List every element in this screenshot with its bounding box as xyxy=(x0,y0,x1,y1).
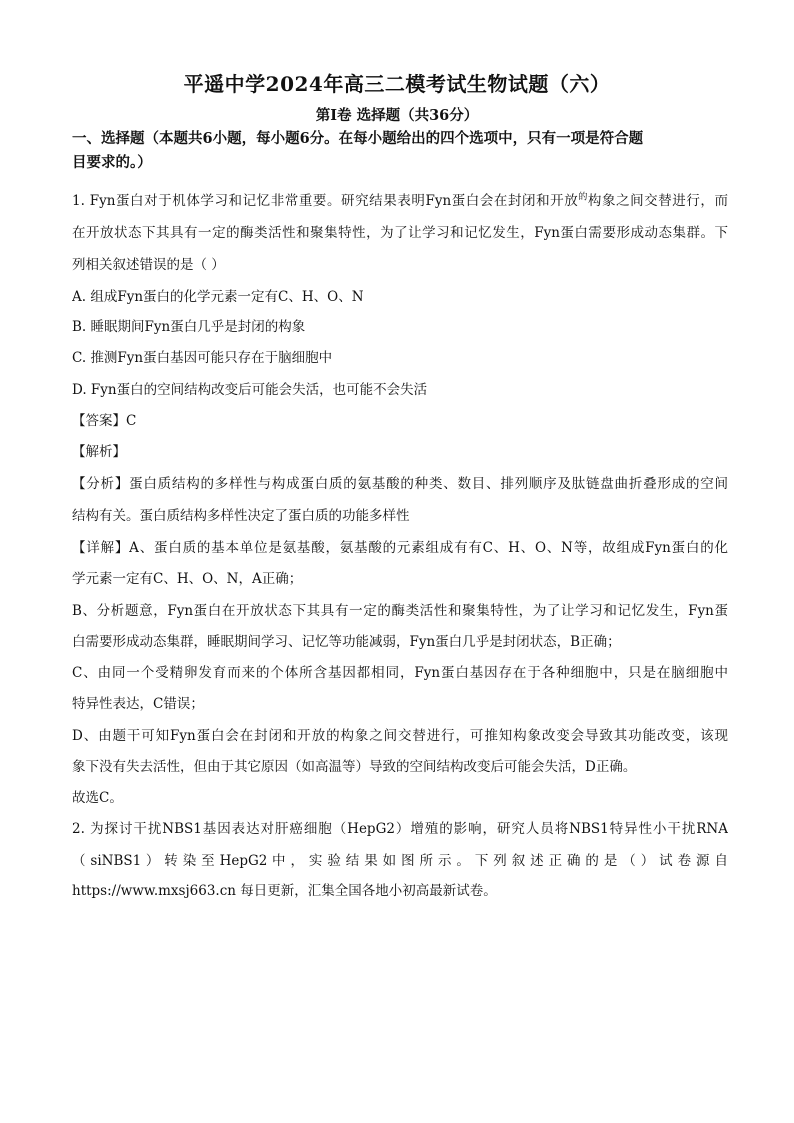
question-2-stem-line-2: （ siNBS1 ） 转 染 至 HepG2 中 ， 实 验 结 果 如 图 所 示 。 下 列 叙 述 正 确 的 是 （ ） 试 卷 源 自 xyxy=(72,853,728,869)
question-1-stem-text-b: 构象之间交替进行，而 xyxy=(587,193,728,209)
question-1-answer: 【答案】C xyxy=(72,413,137,429)
question-1-stem-line-3: 列相关叙述错误的是（ ） xyxy=(72,257,225,273)
question-1-xiangjie-line-3: B、分析题意，Fyn蛋白在开放状态下其具有一定的酶类活性和聚集特性，为了让学习和记忆发生，Fyn蛋 xyxy=(72,603,728,619)
question-2-stem-line-3 xyxy=(72,881,728,901)
question-1-xiangjie-line-2: 学元素一定有C、H、O、N，A正确； xyxy=(72,571,303,587)
section-heading-line-1: 一、选择题（本题共6小题，每小题6分。在每小题给出的四个选项中，只有一项是符合题 xyxy=(72,130,644,147)
question-1-option-d: D. Fyn蛋白的空间结构改变后可能会失活，也可能不会失活 xyxy=(72,382,428,398)
question-1-xiangjie-conclusion: 故选C。 xyxy=(72,790,123,806)
question-1-fenxi-line-2: 结构有关。蛋白质结构多样性决定了蛋白质的功能多样性 xyxy=(72,508,410,524)
question-1-option-c: C. 推测Fyn蛋白基因可能只存在于脑细胞中 xyxy=(72,350,333,366)
page-title: 平遥中学2024年高三二模考试生物试题（六） xyxy=(183,72,611,96)
question-1-stem-line-1 xyxy=(72,191,728,211)
section-subtitle: 第Ⅰ卷 选择题（共36分） xyxy=(315,107,479,124)
question-1-xiangjie-line-8: 象下没有失去活性，但由于其它原因（如高温等）导致的空间结构改变后可能会失活，D正确。 xyxy=(72,759,637,775)
question-1-fenxi-line-1: 【分析】蛋白质结构的多样性与构成蛋白质的氨基酸的种类、数目、排列顺序及肽链盘曲折叠形成的空间 xyxy=(72,476,728,492)
question-1-xiangjie-line-5: C、由同一个受精卵发育而来的个体所含基因都相同，Fyn蛋白基因存在于各种细胞中，只是在脑细胞中 xyxy=(72,665,728,681)
question-1-stem-text-a: 1. Fyn蛋白对于机体学习和记忆非常重要。研究结果表明Fyn蛋白会在封闭和开放 xyxy=(72,193,579,209)
question-1-xiangjie-line-1: 【详解】A、蛋白质的基本单位是氨基酸，氨基酸的元素组成有有C、H、O、N等，故组成Fyn蛋白的化 xyxy=(72,540,728,556)
question-1-stem-line-2: 在开放状态下其具有一定的酶类活性和聚集特性，为了让学习和记忆发生，Fyn蛋白需要形成动态集群。下 xyxy=(72,225,728,241)
question-1-option-b: B. 睡眠期间Fyn蛋白几乎是封闭的构象 xyxy=(72,319,306,335)
question-1-xiangjie-line-7: D、由题干可知Fyn蛋白会在封闭和开放的构象之间交替进行，可推知构象改变会导致其功能改变，该现 xyxy=(72,728,728,744)
question-1-option-a: A. 组成Fyn蛋白的化学元素一定有C、H、O、N xyxy=(72,289,364,305)
source-note-text: 每日更新，汇集全国各地小初高最新试卷。 xyxy=(235,883,497,899)
section-heading-line-2: 目要求的。） xyxy=(72,154,152,171)
question-1-xiangjie-line-6: 特异性表达，C错误； xyxy=(72,696,204,712)
question-2-stem-line-1: 2. 为探讨干扰NBS1基因表达对肝癌细胞（HepG2）增殖的影响，研究人员将NBS1特异性小干扰RNA xyxy=(72,821,728,837)
source-url-link[interactable]: https://www.mxsj663.cn xyxy=(72,883,236,899)
question-1-stem-superscript: 的 xyxy=(578,192,588,203)
question-1-xiangjie-line-4: 白需要形成动态集群，睡眠期间学习、记忆等功能减弱，Fyn蛋白几乎是封闭状态，B正确； xyxy=(72,634,621,650)
question-1-analysis-label: 【解析】 xyxy=(72,444,126,460)
